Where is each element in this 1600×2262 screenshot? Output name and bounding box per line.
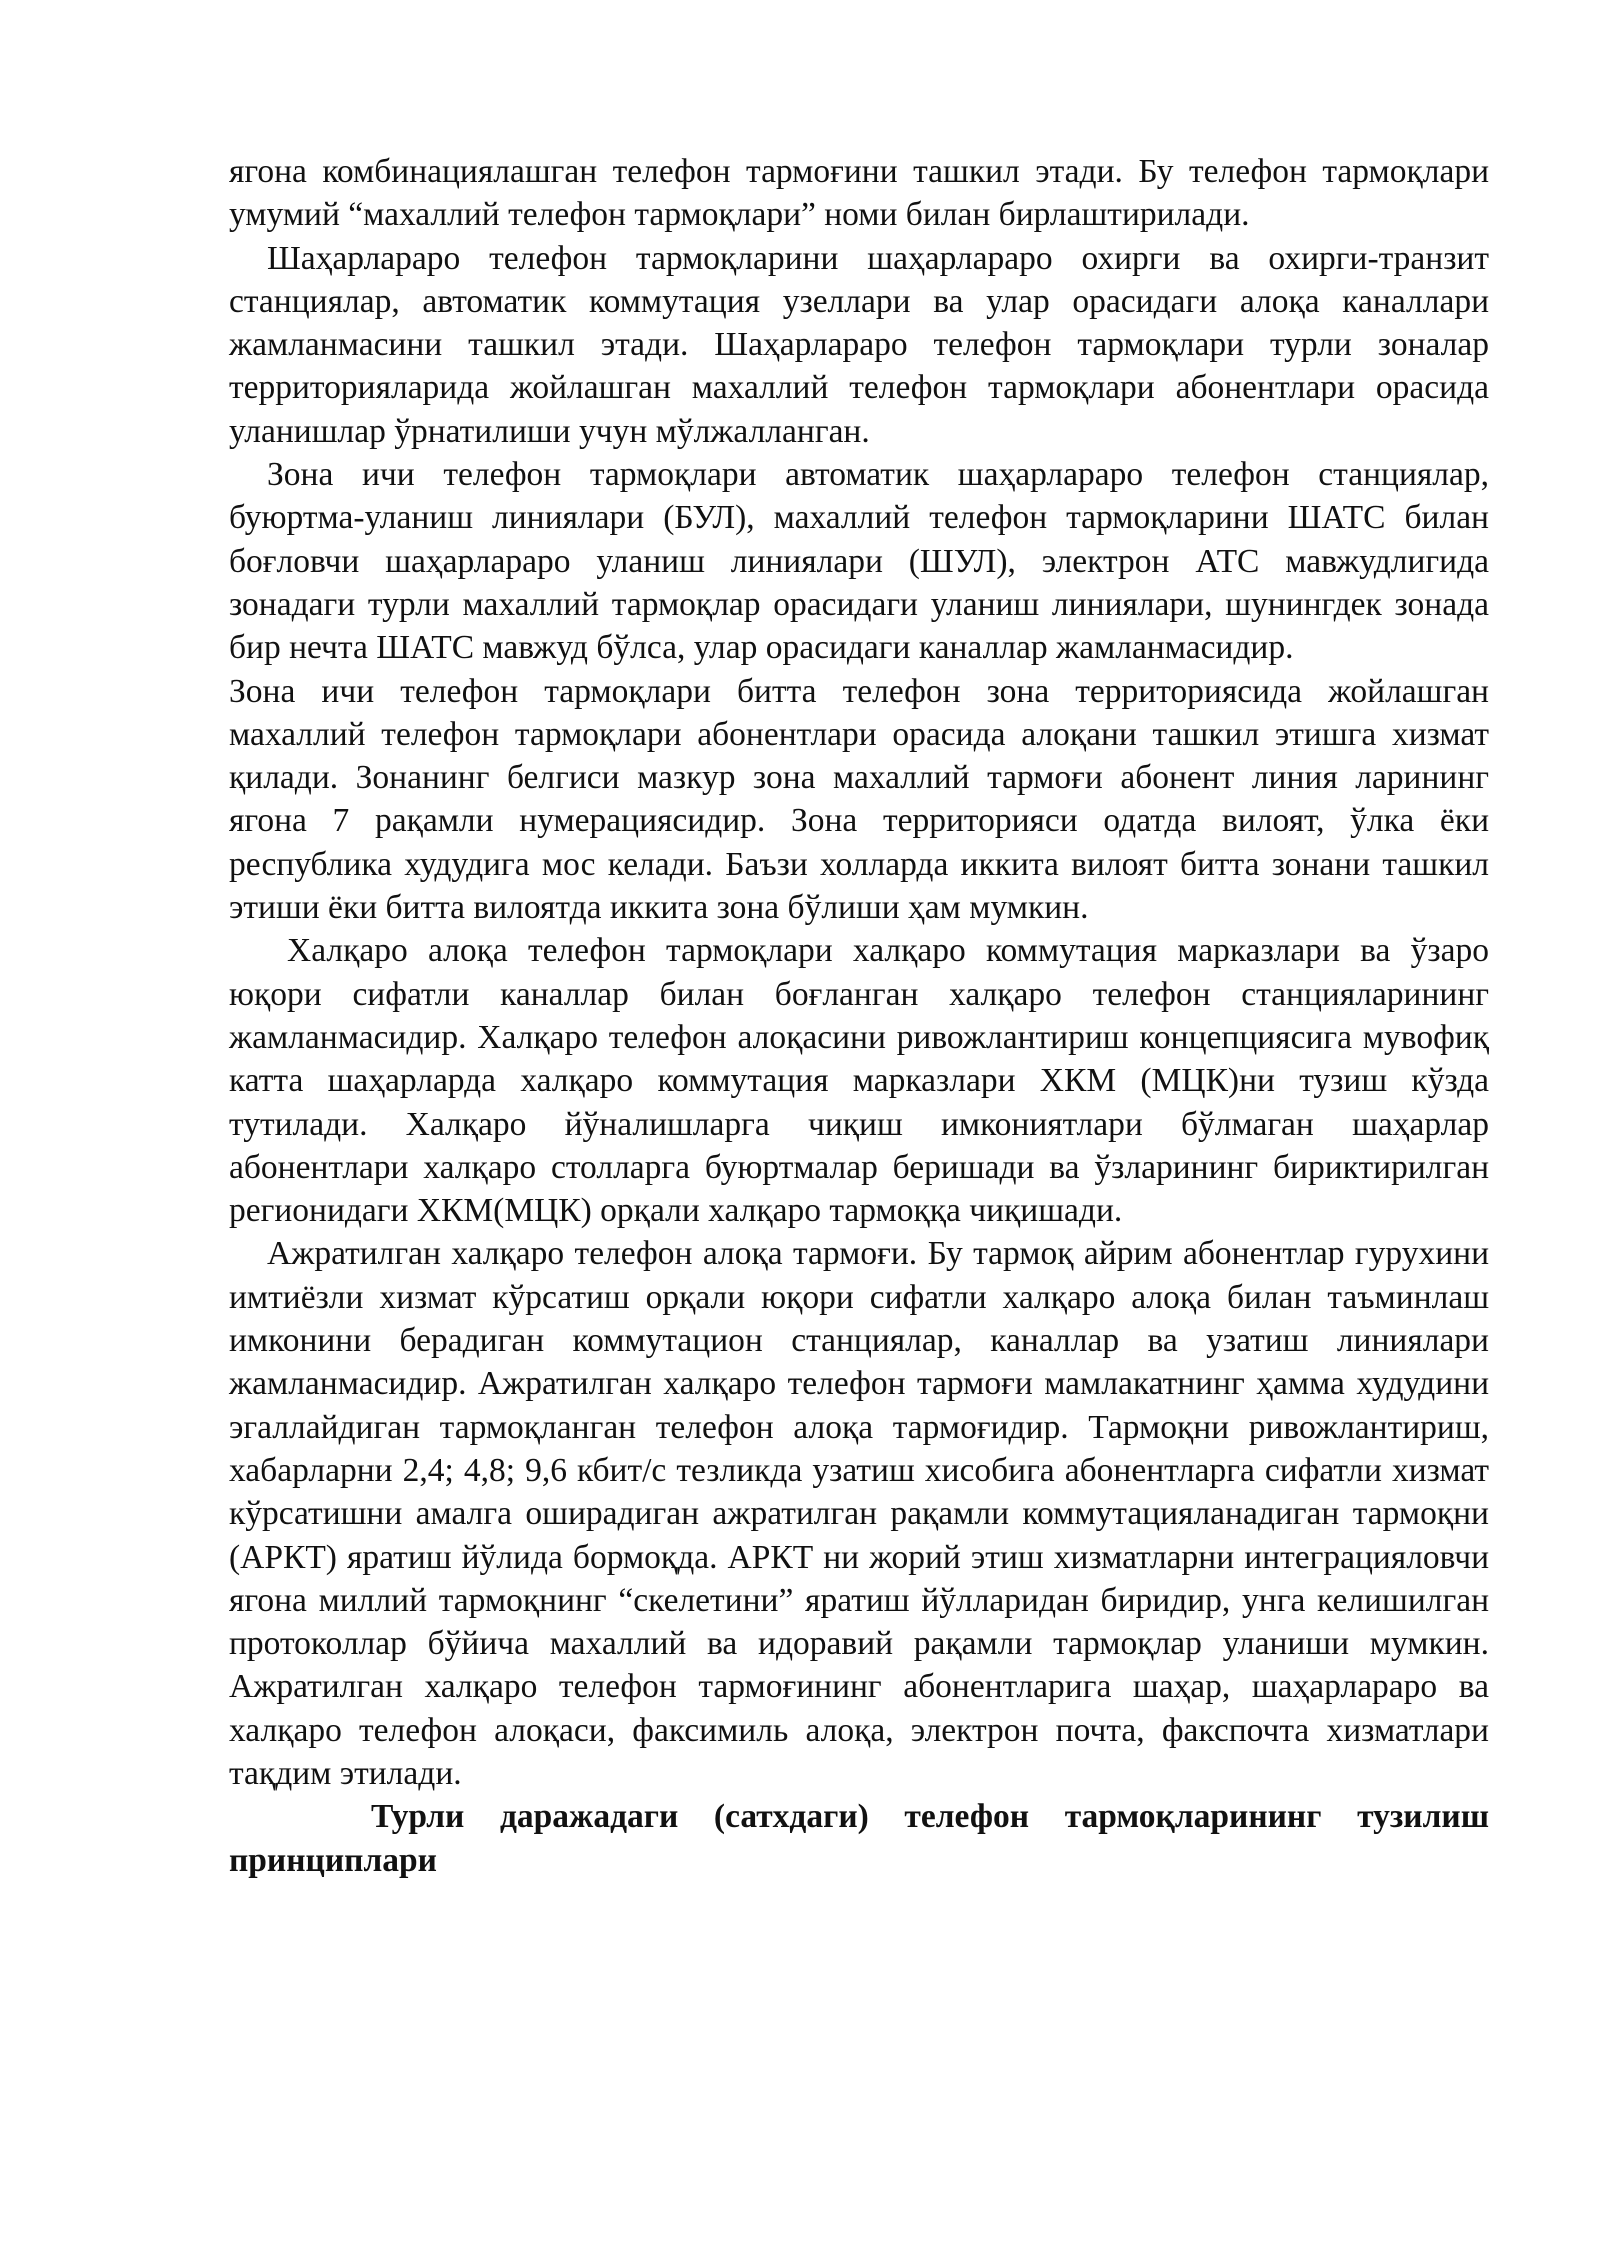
section-heading: Турли даражадаги (сатхдаги) телефон тармоқларининг тузилиш принциплари [229,1798,1489,1879]
document-page [229,150,1489,1882]
paragraph-continuation: ягона комбинациялашган телефон тармоғини ташкил этади. Бу телефон тармоқлари умумий “махаллий телефон тармоқлари” номи билан бирлаштирилади. [229,153,1489,234]
paragraph-international-networks: Халқаро алоқа телефон тармоқлари халқаро коммутация марказлари ва ўзаро юқори сифатли каналлар билан боғланган халқаро телефон станцияларининг жамланмасидир. Халқаро телефон алоқасини ривожлантириш концепциясига мувофиқ катта шаҳарларда халқаро коммутация марказлари ХКМ (МЦК)ни тузиш кўзда тутилади. Халқаро йўналишларга чиқиш имкониятлари бўлмаган шаҳарлар абонентлари халқаро столларга буюртмалар беришади ва ўзларининг бириктирилган регионидаги ХКМ(МЦК) орқали халқаро тармоққа чиқишади. [229,932,1489,1230]
paragraph-dedicated-network: Ажратилган халқаро телефон алоқа тармоғи. Бу тармоқ айрим абонентлар гурухини имтиёзли хизмат кўрсатиш орқали юқори сифатли халқаро алоқа билан таъминлаш имконини берадиган коммутацион станциялар, каналлар ва узатиш линиялари жамланмасидир. Ажратилган халқаро телефон тармоғи мамлакатнинг ҳамма худудини эгаллайдиган тармоқланган телефон алоқа тармоғидир. Тармоқни ривожлантириш, хабарларни 2,4; 4,8; 9,6 кбит/с тезликда узатиш хисобига абонентларга сифатли хизмат кўрсатишни амалга оширадиган ажратилган рақамли коммутацияланадиган тармоқни (АРКТ) яратиш йўлида бормоқда. АРКТ ни жорий этиш хизматларни интеграцияловчи ягона миллий тармоқнинг “скелетини” яратиш йўлларидан биридир, унга келишилган протоколлар бўйича махаллий ва идоравий рақамли тармоқлар уланиши мумкин. Ажратилган халқаро телефон тармоғининг абонентларига шаҳар, шаҳарлараро ва халқаро телефон алоқаси, факсимиль алоқа, электрон почта, факспочта хизматлари тақдим этилади. [229,1235,1489,1792]
paragraph-intrazone-networks: Зона ичи телефон тармоқлари автоматик шаҳарлараро телефон станциялар, буюртма-уланиш линиялари (БУЛ), махаллий телефон тармоқларини ШАТС билан боғловчи шаҳарлараро уланиш линиялари (ШУЛ), электрон АТС мавжудлигида зонадаги турли махаллий тармоқлар орасидаги уланиш линиялари, шунингдек зонада бир нечта ШАТС мавжуд бўлса, улар орасидаги каналлар жамланмасидир. [229,456,1489,667]
paragraph-intercity-networks: Шаҳарлараро телефон тармоқларини шаҳарлараро охирги ва охирги-транзит станциялар, автоматик коммутация узеллари ва улар орасидаги алоқа каналлари жамланмасини ташкил этади. Шаҳарлараро телефон тармоқлари турли зоналар территорияларида жойлашган махаллий телефон тармоқлари абонентлари орасида уланишлар ўрнатилиши учун мўлжалланган. [229,239,1489,450]
paragraph-zone-definition: Зона ичи телефон тармоқлари битта телефон зона территориясида жойлашган махаллий телефон тармоқлари абонентлари орасида алоқани ташкил этишга хизмат қилади. Зонанинг белгиси мазкур зона махаллий тармоғи абонент линия ларининг ягона 7 рақамли нумерациясидир. Зона территорияси одатда вилоят, ўлка ёки республика худудига мос келади. Баъзи холларда иккита вилоят битта зонани ташкил этиши ёки битта вилоятда иккита зона бўлиши ҳам мумкин. [229,672,1489,927]
